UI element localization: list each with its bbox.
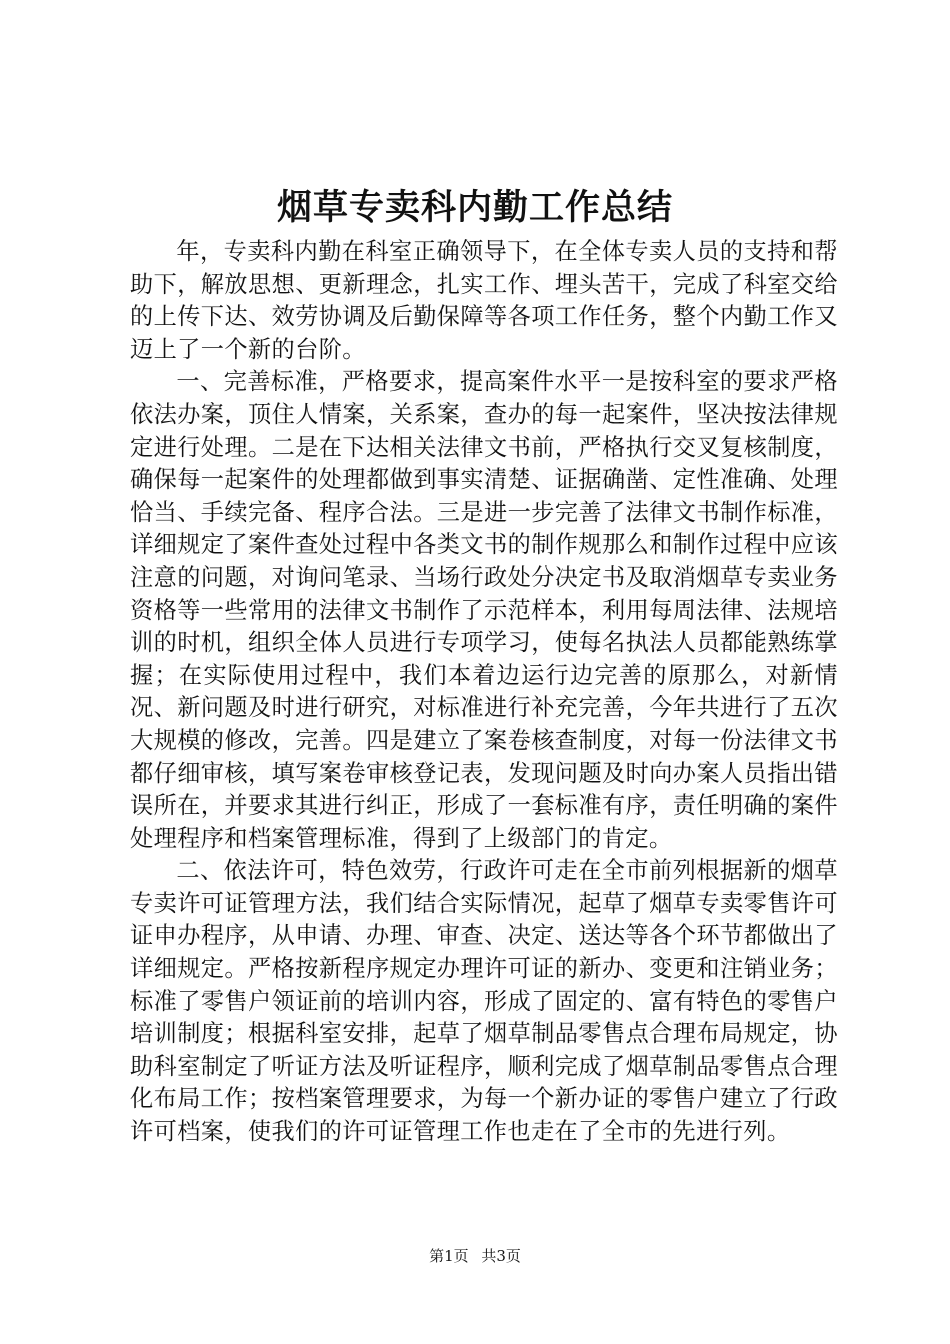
paragraph-section-two: 二、依法许可，特色效劳，行政许可走在全市前列根据新的烟草专卖许可证管理方法，我们结合实际情况，起草了烟草专卖零售许可证申办程序，从申请、办理、审查、决定、送达等各个环节都做出了详细规定。严格按新程序规定办理许可证的新办、变更和注销业务；标准了零售户领证前的培训内容，形成了固定的、富有特色的零售户培训制度；根据科室安排，起草了烟草制品零售点合理布局规定，协助科室制定了听证方法及听证程序，顺利完成了烟草制品零售点合理化布局工作；按档案管理要求，为每一个新办证的零售户建立了行政许可档案，使我们的许可证管理工作也走在了全市的先进行列。 [130,857,838,1146]
page-number: 第1页 [429,1247,469,1265]
paragraph-intro: 年，专卖科内勤在科室正确领导下，在全体专卖人员的支持和帮助下，解放思想、更新理念，扎实工作、埋头苦干，完成了科室交给的上传下达、效劳协调及后勤保障等各项工作任务，整个内勤工作又迈上了一个新的台阶。 [130,238,838,363]
page-total: 共3页 [481,1247,521,1265]
document-title: 烟草专卖科内勤工作总结 [276,187,673,228]
page-footer [0,1246,950,1266]
paragraph-section-one: 一、完善标准，严格要求，提高案件水平一是按科室的要求严格依法办案，顶住人情案，关系案，查办的每一起案件，坚决按法律规定进行处理。二是在下达相关法律文书前，严格执行交叉复核制度，确保每一起案件的处理都做到事实清楚、证据确凿、定性准确、处理恰当、手续完备、程序合法。三是进一步完善了法律文书制作标准，详细规定了案件查处过程中各类文书的制作规那么和制作过程中应该注意的问题，对询问笔录、当场行政处分决定书及取消烟草专卖业务资格等一些常用的法律文书制作了示范样本，利用每周法律、法规培训的时机，组织全体人员进行专项学习，使每名执法人员都能熟练掌握；在实际使用过程中，我们本着边运行边完善的原那么，对新情况、新问题及时进行研究，对标准进行补充完善，今年共进行了五次大规模的修改，完善。四是建立了案卷核查制度，对每一份法律文书都仔细审核，填写案卷审核登记表，发现问题及时向办案人员指出错误所在，并要求其进行纠正，形成了一套标准有序，责任明确的案件处理程序和档案管理标准，得到了上级部门的肯定。 [130,368,838,852]
document-body [130,236,838,1149]
